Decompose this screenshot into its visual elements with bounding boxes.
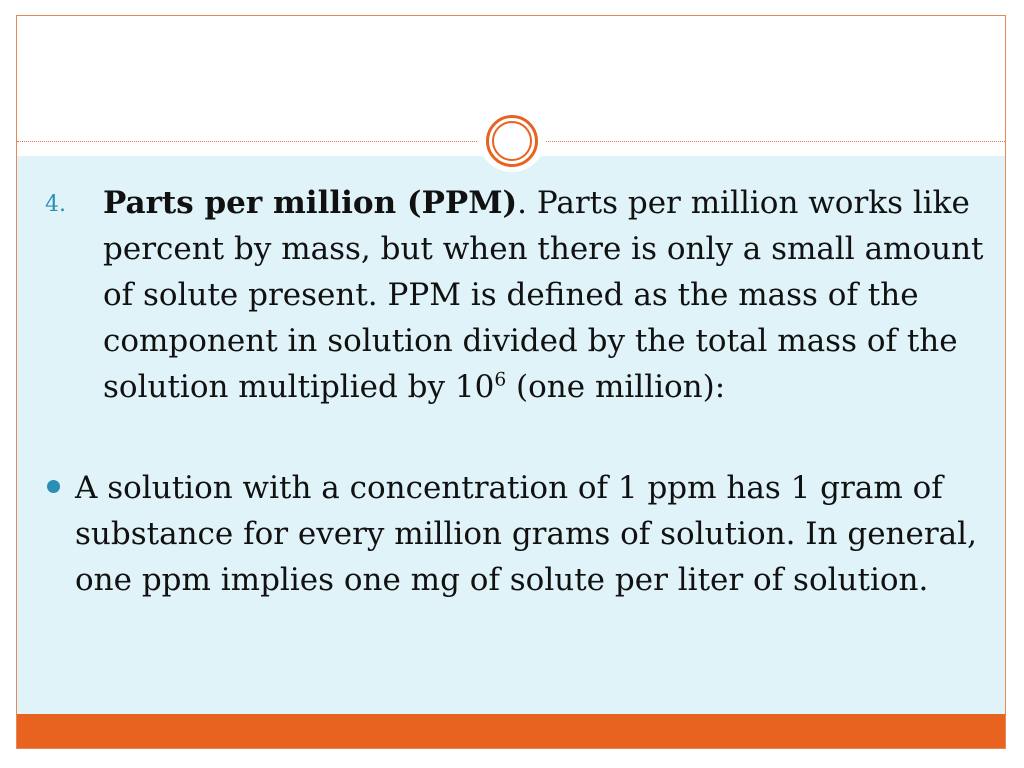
term-suffix: . [517, 185, 528, 221]
definition-text-end: (one million): [506, 369, 726, 405]
list-item-ppm-definition [103, 180, 993, 410]
circle-ornament-inner-icon [492, 121, 532, 161]
definition-text: Parts per million works like percent by mass, but when there is only a small amount of solute present. PPM is defined as the mass of the component in solution divided by the total mass of the solution multiplied by 10 [103, 185, 984, 405]
term-heading: Parts per million (PPM) [103, 185, 518, 221]
bullet-dot-icon [47, 480, 60, 493]
list-item-ppm-example: A solution with a concentration of 1 ppm has 1 gram of substance for every million grams of solution. In general, one ppm implies one mg of solute per liter of solution. [75, 470, 977, 598]
list-number-marker: 4. [45, 192, 66, 217]
bottom-accent-bar [17, 714, 1005, 748]
exponent: 6 [494, 369, 507, 391]
